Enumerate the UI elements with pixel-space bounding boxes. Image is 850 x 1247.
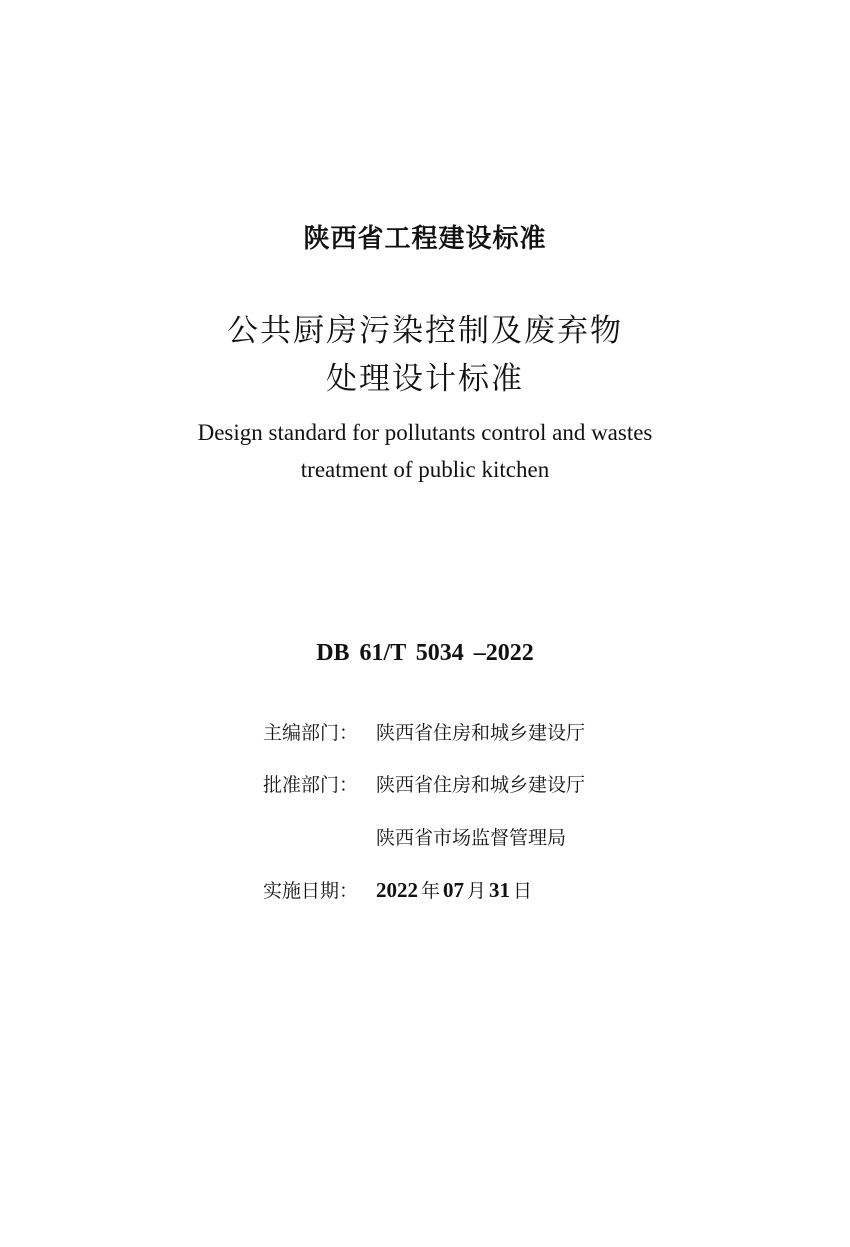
effective-date-label: 实施日期： — [263, 880, 359, 902]
chinese-title-line-2: 处理设计标准 — [326, 361, 524, 397]
effective-date-row — [263, 876, 532, 903]
english-title-line-1: Design standard for pollutants control and wastes — [197, 420, 653, 445]
effective-year: 2022 — [376, 878, 418, 902]
approval-value-2: 陕西省市场监督管理局 — [376, 827, 567, 849]
english-title-line-2: treatment of public kitchen — [300, 457, 550, 482]
chief-editor-value: 陕西省住房和城乡建设厅 — [376, 722, 586, 744]
approval-label: 批准部门： — [263, 774, 359, 796]
chief-editor-row — [263, 718, 585, 745]
approval-value-1: 陕西省住房和城乡建设厅 — [376, 774, 586, 796]
chief-editor-label: 主编部门： — [263, 722, 359, 744]
effective-day: 31 — [489, 878, 511, 902]
month-unit: 月 — [467, 880, 487, 902]
effective-date-value — [376, 876, 532, 903]
approval-row — [263, 770, 585, 797]
standard-code: DB 61/T 5034 –2022 — [316, 640, 534, 666]
effective-month: 07 — [443, 878, 465, 902]
approval-row-2 — [263, 823, 566, 850]
chinese-title-line-1: 公共厨房污染控制及废弃物 — [227, 313, 623, 349]
series-title: 陕西省工程建设标准 — [303, 224, 547, 254]
day-unit: 日 — [513, 880, 533, 902]
year-unit: 年 — [421, 880, 441, 902]
